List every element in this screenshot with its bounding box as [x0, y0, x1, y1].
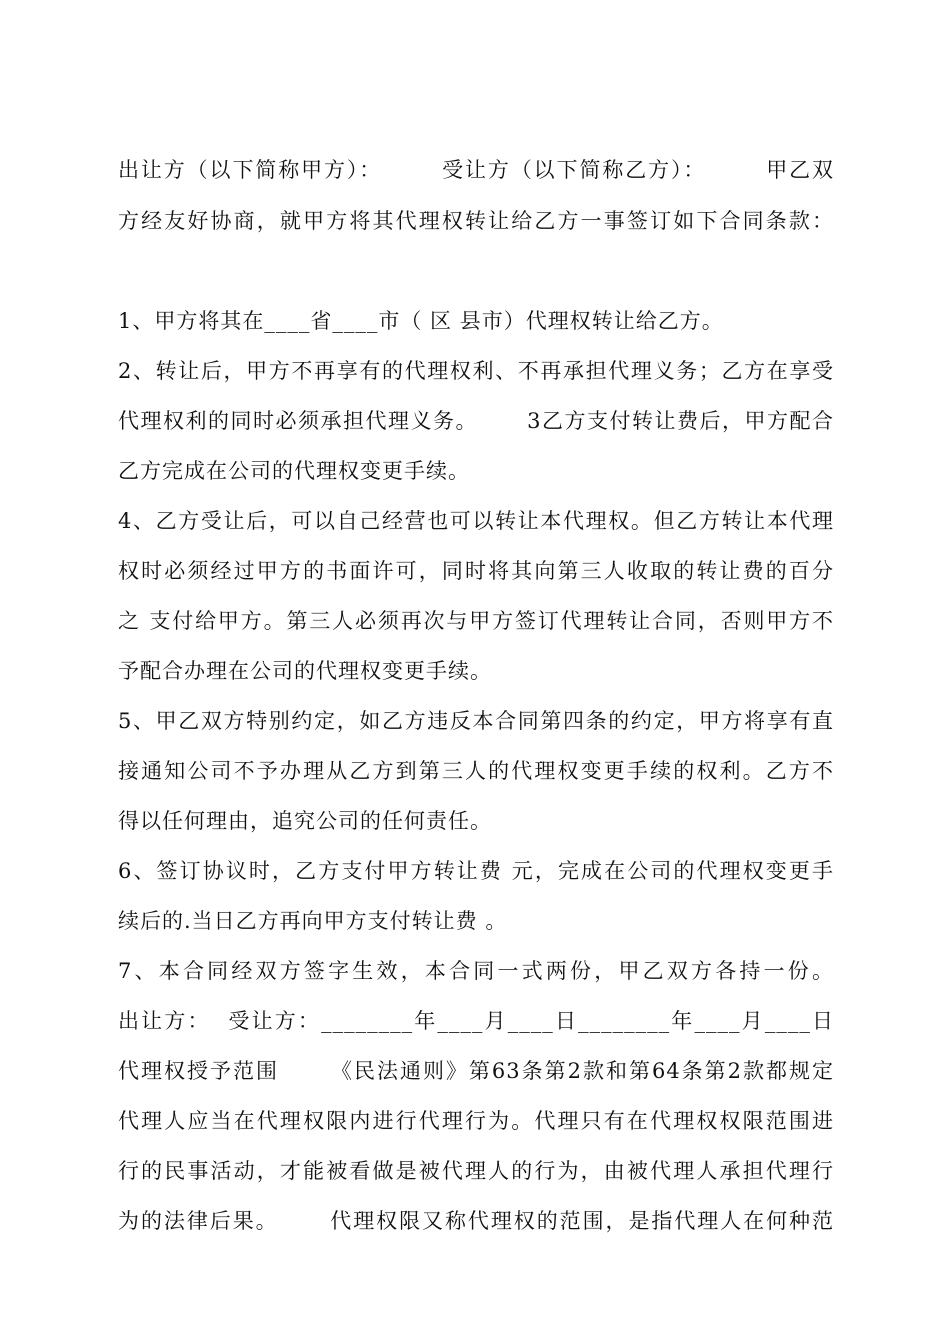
clause-6-line-2: 续后的.当日乙方再向甲方支付转让费 。: [118, 909, 508, 933]
clause-3-line-1: 乙方完成在公司的代理权变更手续。: [118, 459, 470, 483]
clause-2-line-1: 2、转让后，甲方不再享有的代理权利、不再承担代理义务；乙方在享受: [118, 359, 834, 383]
clause-4-line-3: 之 支付给甲方。第三人必须再次与甲方签订代理转让合同，否则甲方不: [118, 609, 834, 633]
clause-5-line-3: 得以任何理由，追究公司的任何责任。: [118, 809, 492, 833]
clause-2-line-2: 代理权利的同时必须承担代理义务。 3乙方支付转让费后，甲方配合: [118, 409, 834, 433]
clause-7-line-1: 7、本合同经双方签字生效，本合同一式两份，甲乙双方各持一份。: [118, 959, 834, 983]
signature-line: 出让方： 受让方：________年____月____日________年____月____日: [118, 1009, 834, 1033]
scope-line-3: 行的民事活动，才能被看做是被代理人的行为，由被代理人承担代理行: [118, 1159, 834, 1183]
text-line-2: 方经友好协商，就甲方将其代理权转让给乙方一事签订如下合同条款：: [118, 209, 834, 233]
clause-5-line-2: 接通知公司不予办理从乙方到第三人的代理权变更手续的权利。乙方不: [118, 759, 834, 783]
clause-4-line-1: 4、乙方受让后，可以自己经营也可以转让本代理权。但乙方转让本代理: [118, 509, 834, 533]
scope-line-1: 代理权授予范围 《民法通则》第63条第2款和第64条第2款都规定: [118, 1059, 834, 1083]
clause-4-line-4: 予配合办理在公司的代理权变更手续。: [118, 659, 492, 683]
scope-line-4: 为的法律后果。 代理权限又称代理权的范围，是指代理人在何种范: [118, 1209, 834, 1233]
clause-6-line-1: 6、签订协议时，乙方支付甲方转让费 元，完成在公司的代理权变更手: [118, 859, 834, 883]
clause-1-line-1: 1、甲方将其在____省____市（ 区 县市）代理权转让给乙方。: [118, 309, 724, 333]
scope-line-2: 代理人应当在代理权限内进行代理行为。代理只有在代理权权限范围进: [118, 1109, 834, 1133]
text-line-1: 出让方（以下简称甲方）： 受让方（以下简称乙方）： 甲乙双: [118, 158, 834, 182]
clause-4-line-2: 权时必须经过甲方的书面许可，同时将其向第三人收取的转让费的百分: [118, 559, 834, 583]
clause-5-line-1: 5、甲乙双方特别约定，如乙方违反本合同第四条的约定，甲方将享有直: [118, 709, 834, 733]
